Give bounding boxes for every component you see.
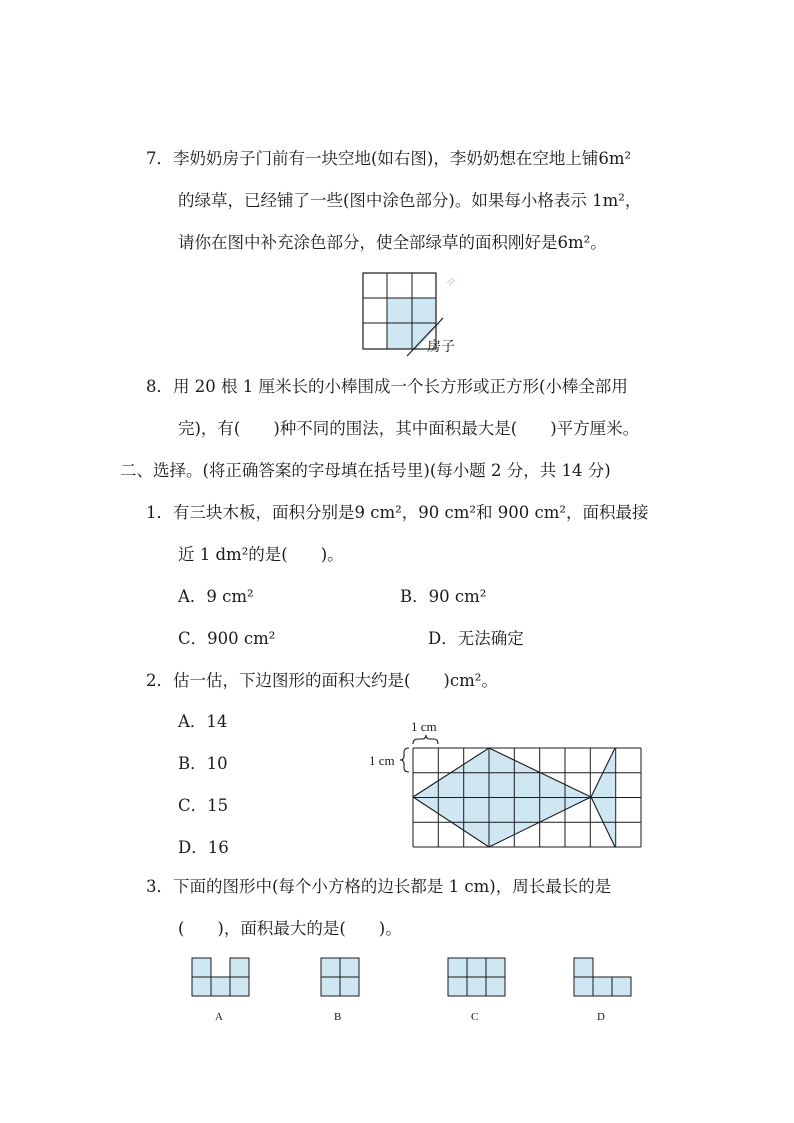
c3-shapes [188,955,648,1000]
shape-c [448,958,505,996]
fish-figure [362,715,652,855]
c2-option-d[interactable]: D．16 [178,838,229,857]
c1-option-c[interactable]: C．900 cm² [178,629,276,648]
q7-line-2: 的绿草，已经铺了一些(图中涂色部分)。如果每小格表示 1m²， [178,191,642,210]
q7-line-1: 7．李奶奶房子门前有一块空地(如右图)，李奶奶想在空地上铺6m² [146,149,632,168]
c2-option-a[interactable]: A．14 [178,712,228,731]
watermark-mark [447,278,455,285]
q7-filled-cell [412,298,436,323]
house-label: 房子 [427,340,455,355]
c2-option-c[interactable]: C．15 [178,796,229,815]
shape-d [574,958,631,996]
section-2-heading: 二、选择。(将正确答案的字母填在括号里)(每小题 2 分，共 14 分) [120,461,611,480]
fish-label-top: 1 cm [411,719,437,734]
left-brace [400,748,409,772]
q8-line-2: 完)，有( )种不同的围法，其中面积最大是( )平方厘米。 [178,419,640,438]
top-brace [413,735,438,744]
q7-filled-cell [387,298,412,323]
q7-plot-figure[interactable] [355,268,475,360]
shape-b-caption: B [334,1011,342,1023]
c3-line-1: 3．下面的图形中(每个小方格的边长都是 1 cm)，周长最长的是 [146,877,612,896]
c2-line-1: 2．估一估，下边图形的面积大约是( )cm²。 [146,671,498,690]
c1-line-1: 1．有三块木板，面积分别是9 cm²，90 cm²和 900 cm²，面积最接 [146,503,649,522]
q7-line-3: 请你在图中补充涂色部分，使全部绿草的面积刚好是6m²。 [178,233,607,252]
fish-label-left: 1 cm [369,753,395,768]
shape-a [192,958,249,996]
c1-option-d[interactable]: D．无法确定 [428,629,524,648]
c1-option-a[interactable]: A．9 cm² [178,587,254,606]
shape-a-caption: A [215,1011,223,1023]
c1-line-2: 近 1 dm²的是( )。 [178,545,344,564]
q7-filled-cell [387,323,412,349]
shape-d-caption: D [597,1011,605,1023]
c3-line-2: ( )，面积最大的是( )。 [178,919,402,938]
c2-option-b[interactable]: B．10 [178,754,228,773]
shape-b [321,958,359,996]
c1-option-b[interactable]: B．90 cm² [400,587,487,606]
q8-line-1: 8．用 20 根 1 厘米长的小棒围成一个长方形或正方形(小棒全部用 [146,377,628,396]
shape-c-caption: C [471,1011,479,1023]
